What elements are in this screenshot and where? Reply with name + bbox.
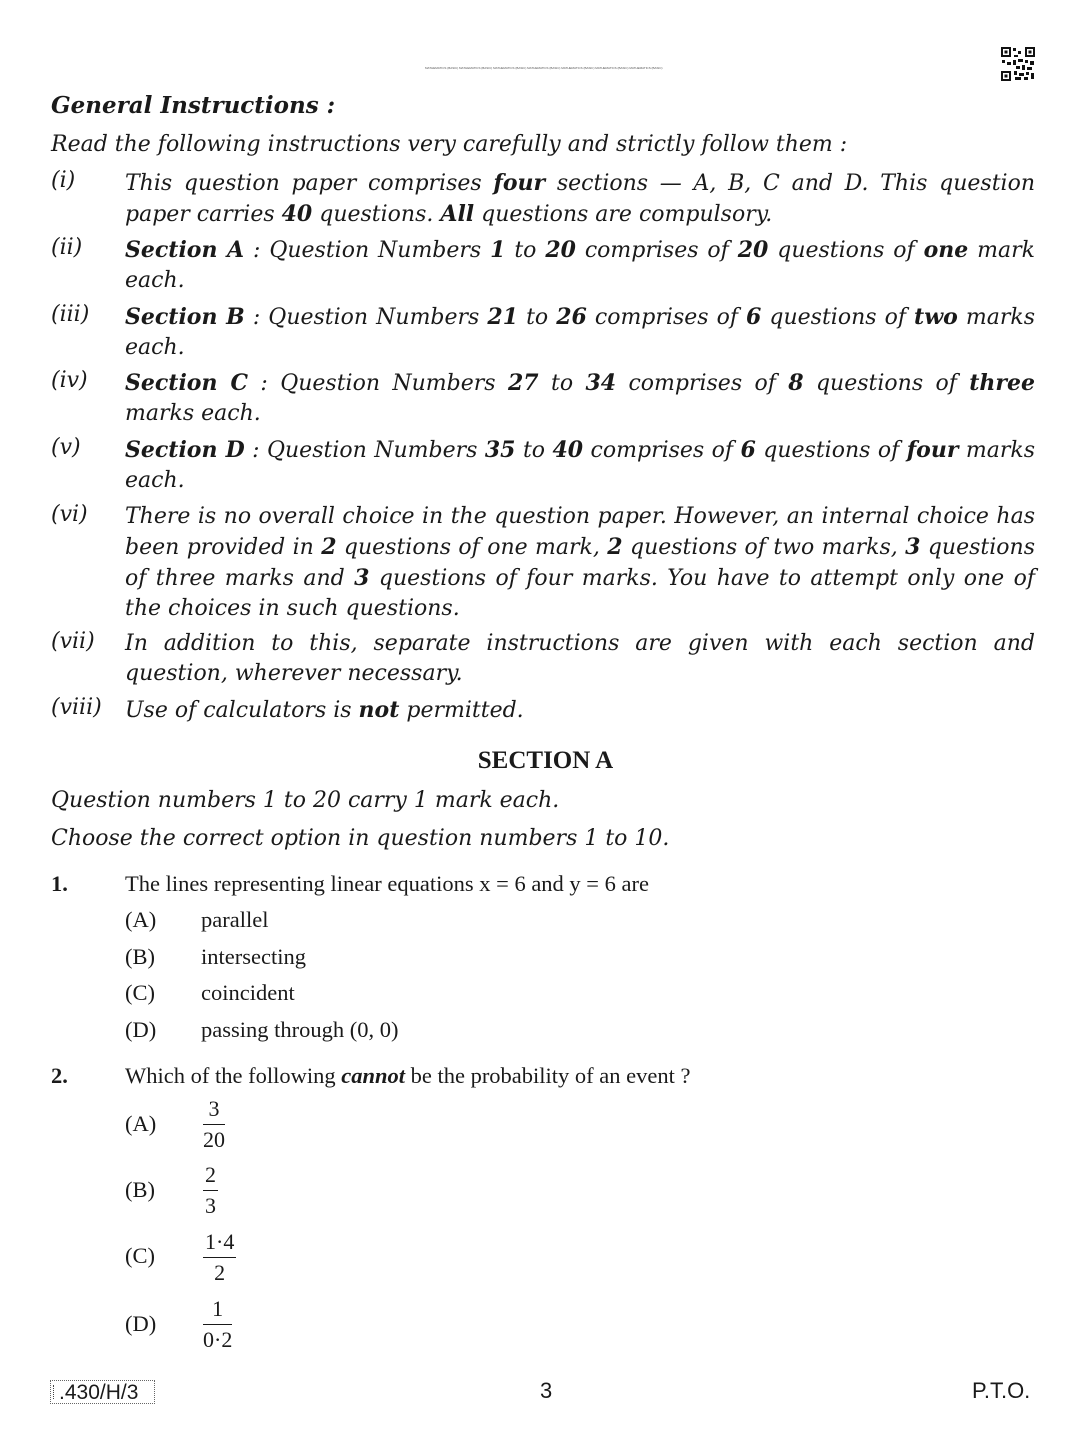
instruction-item — [51, 435, 1035, 496]
instruction-item — [51, 302, 1035, 363]
section-note-choose: Choose the correct option in question numbers 1 to 10. — [51, 826, 670, 851]
instruction-item — [51, 168, 1035, 230]
qr-code-icon — [1001, 47, 1035, 81]
q2-option-b-label: (B) — [125, 1177, 155, 1202]
question-2 — [51, 1063, 1041, 1093]
header-micro-text: MATHEMATICS (BASIC) MATHEMATICS (BASIC) MATHEMATICS (BASIC) MATHEMATICS (BASIC) MATHEMATICS (BASIC) MATHEMATICS (BASIC) MATHEMATICS (BASIC) — [425, 66, 663, 70]
instruction-text: In addition to this, separate instructions are given with each section and question, wherever necessary. — [125, 631, 1035, 686]
option-label: (B) — [125, 944, 155, 969]
option-label: (C) — [125, 980, 155, 1005]
instruction-item — [51, 368, 1035, 429]
instruction-number: (vii) — [51, 629, 95, 654]
option-value: coincident — [201, 980, 295, 1005]
general-instructions-heading: General Instructions : — [51, 92, 336, 119]
instruction-number: (v) — [51, 435, 81, 460]
q2-option-d-fraction: $\frac{1}{0\cdot 2}$ — [203, 1296, 233, 1352]
option-label: (A) — [125, 907, 157, 932]
q2-option-a-label: (A) — [125, 1111, 157, 1136]
instruction-text: There is no overall choice in the question paper. However, an internal choice has been provided in 2 questions of one mark, 2 questions of two marks, 3 questions of three marks and 3 questions of four marks. You have to attempt only one of the choices in such questions. — [125, 504, 1035, 621]
section-title: SECTION A — [477, 747, 614, 774]
instruction-text: This question paper comprises four sections — A, B, C and D. This question paper carries 40 questions. All questions are compulsory. — [125, 170, 1035, 227]
option-label: (D) — [125, 1017, 157, 1042]
q2-option-c-label: (C) — [125, 1243, 155, 1268]
option-value: intersecting — [201, 944, 306, 969]
option-value: parallel — [201, 907, 269, 932]
instruction-item — [51, 629, 1035, 689]
question-text: Which of the following cannot be the probability of an event ? — [125, 1063, 691, 1088]
instruction-text: Section D : Question Numbers 35 to 40 comprises of 6 questions of four marks each. — [125, 437, 1036, 493]
q2-option-d-label: (D) — [125, 1311, 157, 1336]
instruction-number: (iv) — [51, 368, 88, 393]
question-text: The lines representing linear equations x = 6 and y = 6 are — [125, 871, 649, 896]
instructions-intro: Read the following instructions very carefully and strictly follow them : — [51, 132, 848, 157]
instruction-number: (ii) — [51, 235, 83, 260]
instruction-text: Use of calculators is not permitted. — [125, 697, 524, 723]
instruction-text: Section A : Question Numbers 1 to 20 comprises of 20 questions of one mark each. — [125, 237, 1035, 293]
instruction-number: (i) — [51, 168, 76, 193]
option-value: passing through (0, 0) — [201, 1017, 399, 1042]
page-number: 3 — [540, 1378, 553, 1403]
instruction-number: (iii) — [51, 302, 90, 327]
pto-label: P.T.O. — [972, 1378, 1031, 1403]
instruction-text: Section B : Question Numbers 21 to 26 comprises of 6 questions of two marks each. — [125, 304, 1035, 360]
instruction-text: Section C : Question Numbers 27 to 34 comprises of 8 questions of three marks each. — [125, 370, 1036, 426]
q2-option-c-fraction: $\frac{1\cdot 4}{2}$ — [205, 1229, 235, 1285]
question-emphasis: cannot — [341, 1063, 405, 1088]
question-number: 1. — [51, 871, 68, 896]
question-number: 2. — [51, 1063, 68, 1088]
instruction-number: (vi) — [51, 502, 88, 527]
instruction-number: (viii) — [51, 695, 102, 720]
instruction-item — [51, 695, 1035, 726]
q2-option-b-fraction: $\frac{2}{3}$ — [205, 1162, 216, 1218]
section-note-marks: Question numbers 1 to 20 carry 1 mark each. — [51, 788, 560, 813]
question-1 — [51, 871, 1041, 901]
q2-option-a-fraction: $\frac{3}{20}$ — [203, 1096, 225, 1152]
instruction-item — [51, 502, 1035, 624]
paper-code: .430/H/3 — [50, 1380, 155, 1404]
instruction-item — [51, 235, 1035, 296]
